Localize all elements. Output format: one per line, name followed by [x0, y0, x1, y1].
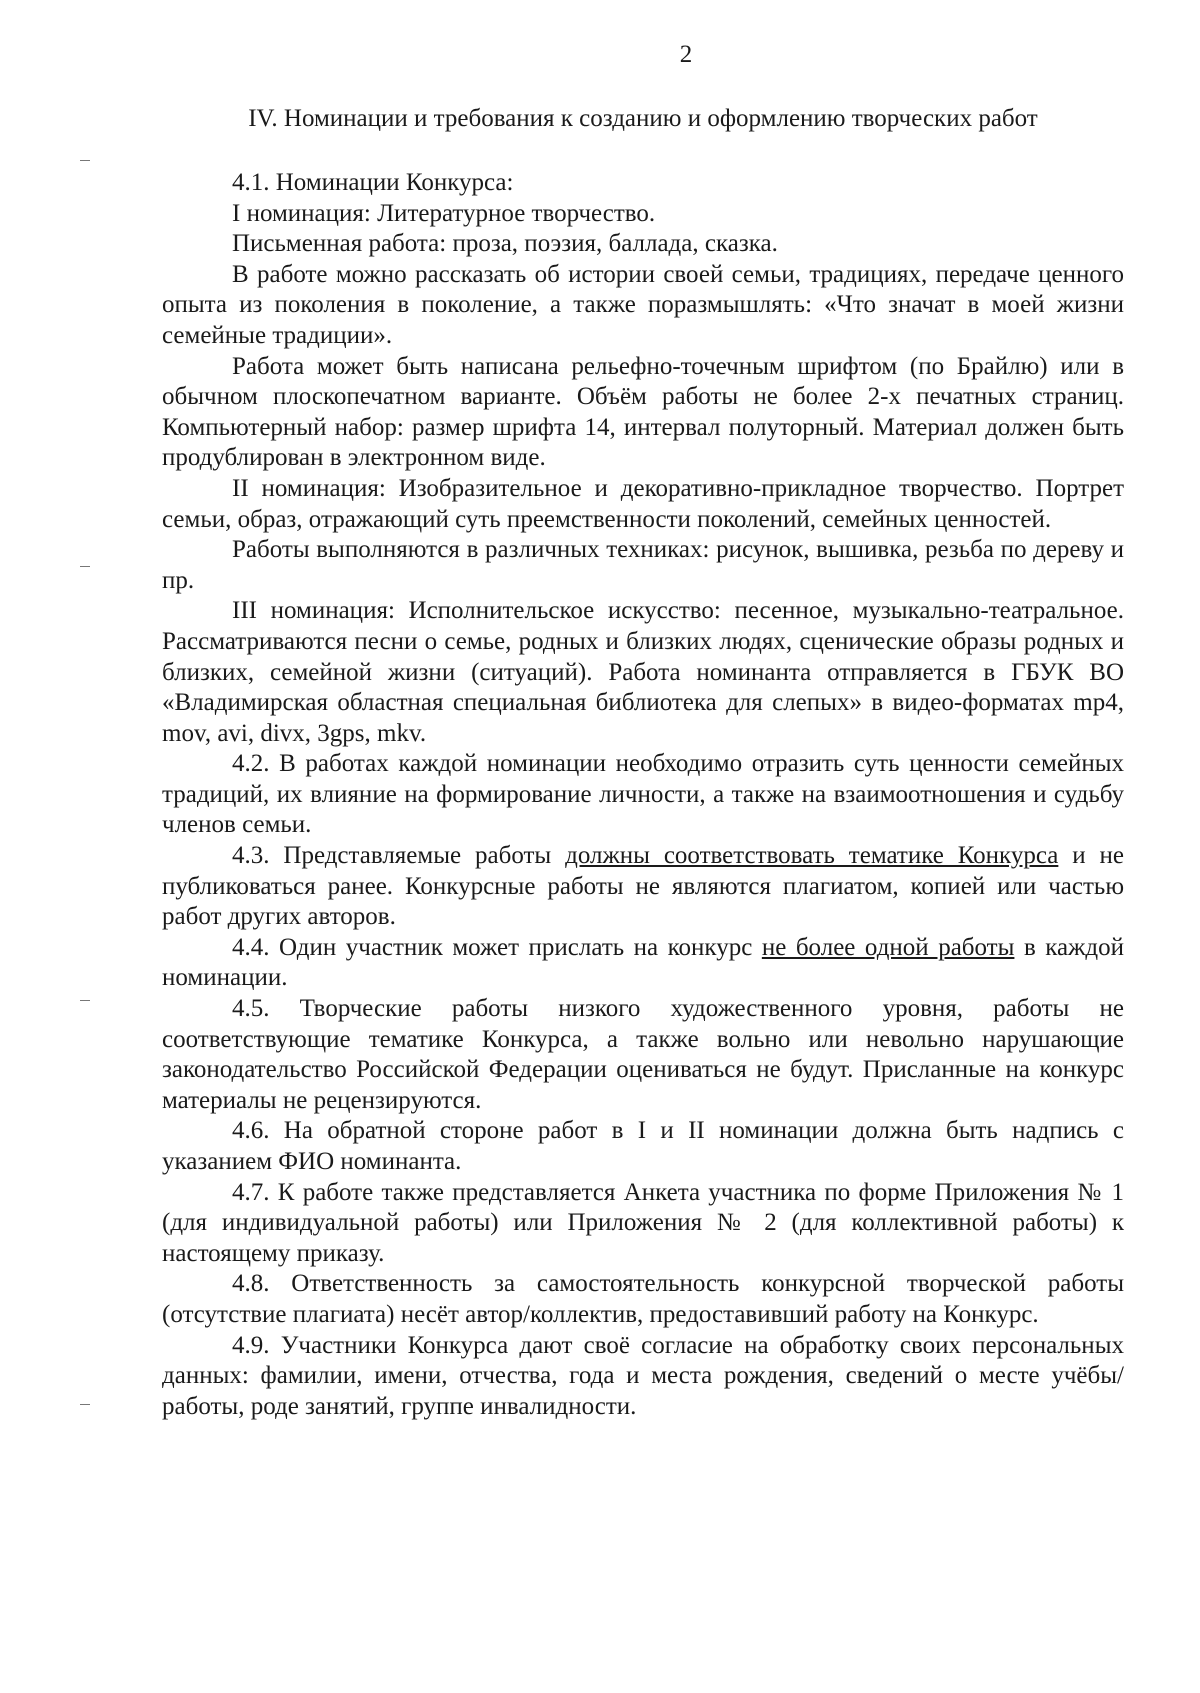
scan-margin-mark — [80, 1000, 90, 1001]
page-number-text: 2 — [679, 41, 693, 68]
paragraph: 4.6. На обратной стороне работ в I и II номинации должна быть надпись с указанием ФИО номинанта. — [162, 1117, 1124, 1175]
scan-margin-mark — [80, 566, 90, 567]
section-title: IV. Номинации и требования к созданию и оформлению творческих работ — [248, 105, 1038, 132]
paragraph: 4.7. К работе также представляется Анкета участника по форме Приложения № 1 (для индивидуальной работы) или Приложения № 2 (для коллективной работы) к настоящему приказу. — [162, 1178, 1124, 1267]
underlined-text: не более одной работы — [761, 933, 1015, 961]
scan-margin-mark — [80, 1404, 90, 1405]
paragraph: В работе можно рассказать об истории своей семьи, традициях, передаче ценного опыта из поколения в поколение, а также поразмышлять: «Что значат в моей жизни семейные традиции». — [162, 260, 1124, 349]
paragraph: Работа может быть написана рельефно-точечным шрифтом (по Брайлю) или в обычном плоскопечатном варианте. Объём работы не более 2-х печатных страниц. Компьютерный набор: размер шрифта 14, интервал полуторный. Материал должен быть продублирован в электронном виде. — [162, 352, 1124, 472]
paragraph-text: 4.3. Представляемые работы — [232, 842, 566, 870]
paragraph: II номинация: Изобразительное и декоративно-прикладное творчество. Портрет семьи, образ, отражающий суть преемственности поколений, семейных ценностей. — [162, 474, 1124, 533]
paragraph: I номинация: Литературное творчество. — [232, 199, 656, 227]
paragraph: III номинация: Исполнительское искусство: песенное, музыкально-театральное. Рассматриваются песни о семье, родных и близких людях, сценические образы родных и близких, семейной жизни (ситуаций). Работа номинанта отправляется в ГБУК ВО «Владимирская областная специальная библиотека для слепых» в видео-форматах mp4, mov, avi, divx, 3gps, mkv. — [162, 597, 1124, 747]
document-body — [162, 168, 1124, 1422]
paragraph: 4.1. Номинации Конкурса: — [232, 169, 514, 196]
paragraph — [162, 841, 1124, 933]
underlined-text: должны соответствовать тематике Конкурса — [565, 842, 1059, 870]
paragraph-text: и не публиковаться ранее. Конкурсные работы не являются плагиатом, копией или частью работ других авторов. — [162, 842, 1125, 931]
page-number — [0, 40, 1200, 70]
paragraph: 4.9. Участники Конкурса дают своё согласие на обработку своих персональных данных: фамилии, имени, отчества, года и места рождения, сведений о месте учёбы/работы, роде занятий, группе инвалидности. — [162, 1331, 1124, 1420]
paragraph: 4.5. Творческие работы низкого художественного уровня, работы не соответствующие тематике Конкурса, а также вольно или невольно нарушающие законодательство Российской Федерации оцениваться не будут. Присланные на конкурс материалы не рецензируются. — [162, 995, 1124, 1114]
paragraph: 4.8. Ответственность за самостоятельность конкурсной творческой работы (отсутствие плагиата) несёт автор/коллектив, предоставивший работу на Конкурс. — [162, 1270, 1124, 1328]
paragraph-text: в каждой номинации. — [162, 933, 1125, 992]
paragraph: 4.2. В работах каждой номинации необходимо отразить суть ценности семейных традиций, их влияние на формирование личности, а также на взаимоотношения и судьбу членов семьи. — [162, 750, 1124, 839]
paragraph: Работы выполняются в различных техниках: рисунок, вышивка, резьба по дереву и пр. — [162, 536, 1124, 594]
paragraph: Письменная работа: проза, поэзия, баллада, сказка. — [232, 230, 778, 258]
paragraph-text: 4.4. Один участник может прислать на конкурс — [232, 933, 762, 961]
paragraph — [162, 933, 1124, 994]
scan-margin-mark — [80, 160, 90, 161]
